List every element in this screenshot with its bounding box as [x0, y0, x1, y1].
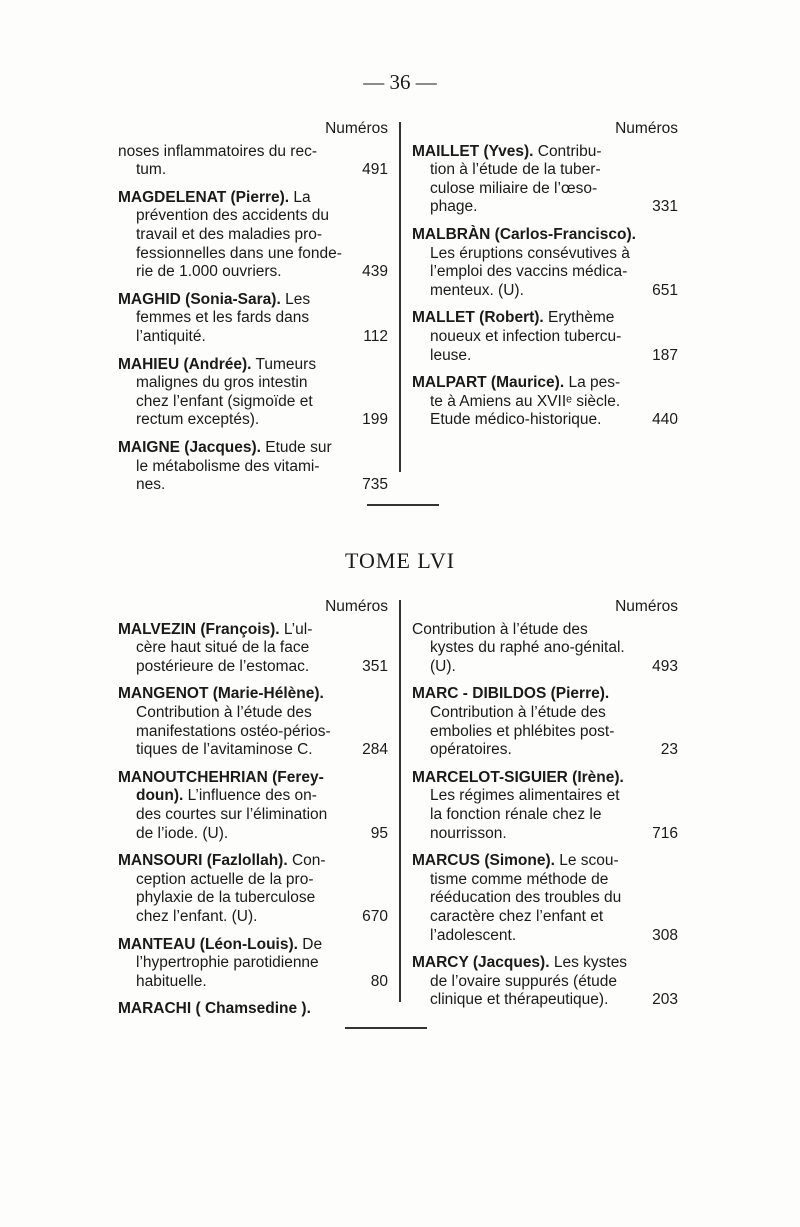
index-entry [118, 439, 388, 495]
entry-head-line [118, 769, 388, 788]
author-name: MALPART (Maurice). [412, 374, 565, 392]
title-line: tion à l’étude de la tuber- [430, 161, 601, 179]
title-last-line [118, 658, 388, 677]
title-end: opératoires. [430, 741, 512, 759]
column-divider [399, 600, 401, 1002]
thesis-number: 440 [652, 411, 678, 429]
numeros-header: Numéros [615, 120, 678, 137]
title-end: nes. [136, 476, 166, 494]
index-entry [118, 936, 388, 992]
tome-title: TOME LVI [344, 548, 456, 573]
numeros-header: Numéros [615, 598, 678, 615]
title-start: La [289, 188, 311, 206]
title-last-line [412, 927, 678, 946]
title-line: de l’ovaire suppurés (étude [430, 972, 617, 990]
entry-head-line [412, 954, 678, 973]
title-last-line [118, 825, 388, 844]
author-name: MAGDELENAT (Pierre). [118, 188, 290, 206]
entry-head-line [118, 356, 388, 375]
entry-head-line [118, 685, 388, 704]
title-line: caractère chez l’enfant et [430, 907, 604, 925]
index-entry [412, 769, 678, 843]
title-line: cère haut situé de la face [136, 639, 310, 657]
index-entry [118, 356, 388, 430]
thesis-number: 95 [370, 824, 388, 842]
numeros-header: Numéros [325, 598, 388, 615]
author-name: MALBRÀN (Carlos-Francisco). [412, 225, 636, 243]
entry-head-line [118, 936, 388, 955]
thesis-number: 491 [362, 161, 388, 179]
index-entry [118, 291, 388, 347]
title-start: Etude sur [260, 438, 332, 456]
author-name: MAIGNE (Jacques). [118, 438, 261, 456]
title-end: rie de 1.000 ouvriers. [136, 263, 282, 281]
title-start: L’influence des on- [183, 787, 317, 805]
title-line: kystes du raphé ano-génital. [430, 639, 625, 657]
page-number: — 36 — [363, 70, 437, 94]
author-name: MANTEAU (Léon-Louis). [118, 935, 298, 953]
bottom-rule [345, 1027, 427, 1029]
title-last-line [412, 347, 678, 366]
section2-right-column [412, 598, 678, 1019]
entry-head-line [118, 852, 388, 871]
title-line: chez l’enfant (sigmoïde et [136, 392, 313, 410]
title-end: clinique et thérapeutique). [430, 991, 609, 1009]
thesis-number: 308 [652, 926, 678, 944]
title-line: Contribution à l’étude des [136, 703, 312, 721]
title-end: leuse. [430, 346, 472, 364]
index-entry [118, 189, 388, 282]
entry-head-line [412, 226, 678, 245]
thesis-number: 439 [362, 263, 388, 281]
author-name: MANSOURI (Fazlollah). [118, 852, 288, 870]
title-line: te à Amiens au XVIIᵉ siècle. [430, 392, 621, 410]
entry-head-line [412, 852, 678, 871]
title-end: phage. [430, 198, 478, 216]
index-entry [412, 954, 678, 1010]
title-start: Con- [287, 852, 326, 870]
title-line: la fonction rénale chez le [430, 805, 602, 823]
title-line: noueux et infection tubercu- [430, 327, 622, 345]
title-end: tiques de l’avitaminose C. [136, 741, 313, 759]
title-line: femmes et les fards dans [136, 309, 310, 327]
author-name: MARC - DIBILDOS (Pierre). [412, 685, 610, 703]
title-line: Les régimes alimentaires et [430, 787, 620, 805]
title-end: l’adolescent. [430, 926, 517, 944]
entry-head-line [118, 621, 388, 640]
title-start: Tumeurs [251, 355, 317, 373]
index-entry [412, 143, 678, 217]
title-end: (U). [430, 657, 456, 675]
index-entry [412, 374, 678, 430]
title-start: Les kystes [549, 954, 628, 972]
title-end: habituelle. [136, 972, 207, 990]
title-end: Etude médico-historique. [430, 411, 602, 429]
thesis-number: 23 [660, 741, 678, 759]
title-line: des courtes sur l’élimination [136, 805, 328, 823]
author-name: MANOUTCHEHRIAN (Ferey- [118, 768, 324, 786]
entry-head-line [412, 309, 678, 328]
title-end: postérieure de l’estomac. [136, 657, 310, 675]
title-last-line [118, 741, 388, 760]
title-line: Les éruptions consévutives à [430, 244, 630, 262]
index-entry [118, 769, 388, 843]
index-entry [412, 226, 678, 300]
author-name: MARCELOT-SIGUIER (Irène). [412, 768, 624, 786]
title-last-line [118, 328, 388, 347]
index-entry [118, 143, 388, 180]
title-line: culose miliaire de l’œso- [430, 179, 598, 197]
index-entry [412, 621, 678, 677]
title-line: travail et des maladies pro- [136, 225, 323, 243]
entry-head-line [118, 189, 388, 208]
index-entry [118, 685, 388, 759]
entry-head-line [118, 1000, 388, 1019]
title-start: Les [280, 290, 311, 308]
thesis-number: 735 [362, 476, 388, 494]
title-last-line [118, 263, 388, 282]
thesis-number: 331 [652, 198, 678, 216]
title-last-line [118, 908, 388, 927]
title-line: phylaxie de la tuberculose [136, 889, 316, 907]
author-name-cont: doun). [136, 787, 184, 805]
thesis-number: 187 [652, 346, 678, 364]
title-line: Contribution à l’étude des [412, 620, 588, 638]
title-last-line [412, 741, 678, 760]
title-end: rectum exceptés). [136, 411, 260, 429]
thesis-number: 351 [362, 657, 388, 675]
thesis-number: 651 [652, 281, 678, 299]
title-line: fessionnelles dans une fonde- [136, 244, 342, 262]
title-last-line [118, 411, 388, 430]
title-last-line [412, 282, 678, 301]
thesis-number: 284 [362, 741, 388, 759]
title-line: malignes du gros intestin [136, 374, 308, 392]
title-end: menteux. (U). [430, 281, 524, 299]
title-last-line [118, 973, 388, 992]
section1-right-column [412, 120, 678, 439]
index-entry [412, 852, 678, 945]
title-line: l’emploi des vaccins médica- [430, 263, 628, 281]
title-end: de l’iode. (U). [136, 824, 229, 842]
thesis-number: 493 [652, 657, 678, 675]
entry-head-line [412, 143, 678, 162]
title-last-line [118, 476, 388, 495]
entry-head-line [412, 374, 678, 393]
title-end: nourrisson. [430, 824, 507, 842]
title-last-line [412, 825, 678, 844]
title-start: Contribu- [533, 142, 602, 160]
title-line: l’hypertrophie parotidienne [136, 954, 319, 972]
entry-head-line [118, 439, 388, 458]
title-start: La pes- [564, 374, 621, 392]
section-separator-rule [367, 504, 439, 506]
entry-head-line [412, 685, 678, 704]
thesis-number: 670 [362, 907, 388, 925]
title-start: De [297, 935, 323, 953]
title-start: L’ul- [279, 620, 313, 638]
title-last-line [412, 658, 678, 677]
entry-head-line [118, 787, 388, 806]
author-name: MARCY (Jacques). [412, 954, 550, 972]
author-name: MAILLET (Yves). [412, 142, 534, 160]
title-line: Contribution à l’étude des [430, 703, 606, 721]
title-end: l’antiquité. [136, 327, 206, 345]
entry-head-line [412, 769, 678, 788]
section2-left-column [118, 598, 388, 1028]
author-name: MANGENOT (Marie-Hélène). [118, 685, 324, 703]
entry-head-line [118, 291, 388, 310]
column-divider [399, 122, 401, 472]
thesis-number: 716 [652, 824, 678, 842]
title-start: Erythème [543, 309, 615, 327]
title-line: rééducation des troubles du [430, 889, 622, 907]
index-entry [118, 852, 388, 926]
title-line: prévention des accidents du [136, 207, 330, 225]
title-line: embolies et phlébites post- [430, 722, 615, 740]
author-name: MAGHID (Sonia-Sara). [118, 290, 281, 308]
index-entry [118, 621, 388, 677]
thesis-number: 203 [652, 991, 678, 1009]
title-last-line [412, 198, 678, 217]
author-name: MAHIEU (Andrée). [118, 355, 252, 373]
author-name: MALVEZIN (François). [118, 620, 280, 638]
section1-left-column [118, 120, 388, 504]
title-line: noses inflammatoires du rec- [118, 142, 317, 160]
author-name: MARACHI ( Chamsedine ). [118, 1000, 311, 1018]
title-line: le métabolisme des vitami- [136, 457, 320, 475]
title-end: chez l’enfant. (U). [136, 907, 258, 925]
numeros-header: Numéros [325, 120, 388, 137]
thesis-number: 80 [370, 972, 388, 990]
index-entry [412, 685, 678, 759]
title-line: manifestations ostéo-périos- [136, 722, 331, 740]
index-entry [412, 309, 678, 365]
title-start: Le scou- [554, 852, 619, 870]
thesis-number: 199 [362, 411, 388, 429]
title-last-line [412, 991, 678, 1010]
title-line: ception actuelle de la pro- [136, 870, 314, 888]
thesis-number: 112 [363, 327, 388, 345]
title-last-line [118, 161, 388, 180]
index-entry [118, 1000, 388, 1019]
author-name: MARCUS (Simone). [412, 852, 555, 870]
author-name: MALLET (Robert). [412, 309, 544, 327]
title-end: tum. [136, 161, 167, 179]
title-last-line [412, 411, 678, 430]
title-line: tisme comme méthode de [430, 870, 609, 888]
